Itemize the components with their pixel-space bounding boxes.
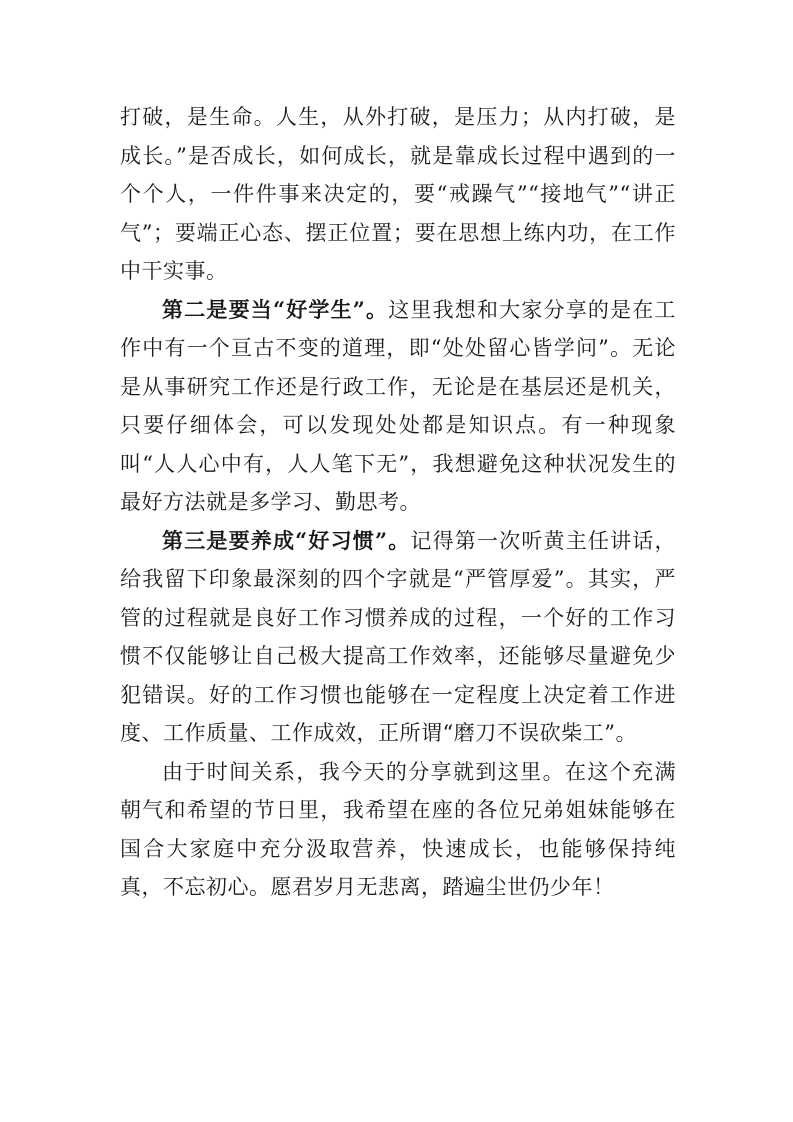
- paragraph-good-student: [120, 291, 676, 522]
- paragraph-closing: [120, 753, 676, 907]
- paragraph-heading: 第二是要当“好学生”。: [162, 296, 389, 322]
- paragraph-text: 这里我想和大家分享的是在工作中有一个亘古不变的道理，即“处处留心皆学问”。无论是从事研究工作还是行政工作，无论是在基层还是机关，只要仔细体会，可以发现处处都是知识点。有一种现象叫“人人心中有，人人笔下无”，我想避免这种状况发生的最好方法就是多学习、勤思考。: [120, 297, 676, 514]
- paragraph-text: 记得第一次听黄主任讲话，给我留下印象最深刻的四个字就是“严管厚爱”。其实，严管的过程就是良好工作习惯养成的过程，一个好的工作习惯不仅能够让自己极大提高工作效率，还能够尽量避免少犯错误。好的工作习惯也能够在一定程度上决定着工作进度、工作质量、工作成效，正所谓“磨刀不误砍柴工”。: [120, 528, 676, 745]
- paragraph-text: 由于时间关系，我今天的分享就到这里。在这个充满朝气和希望的节日里，我希望在座的各位兄弟姐妹能够在国合大家庭中充分汲取营养，快速成长，也能够保持纯真，不忘初心。愿君岁月无悲离，踏遍尘世仍少年！: [120, 759, 676, 899]
- paragraph-text: 打破，是生命。人生，从外打破，是压力；从内打破，是成长。”是否成长，如何成长，就是靠成长过程中遇到的一个个人，一件件事来决定的，要“戒躁气”“接地气”“讲正气”；要端正心态、摆正位置；要在思想上练内功，在工作中干实事。: [120, 105, 676, 283]
- paragraph-heading: 第三是要养成“好习惯”。: [162, 527, 411, 553]
- paragraph-good-habits: [120, 522, 676, 753]
- paragraph-continuation: [120, 98, 676, 291]
- document-page: [120, 98, 676, 907]
